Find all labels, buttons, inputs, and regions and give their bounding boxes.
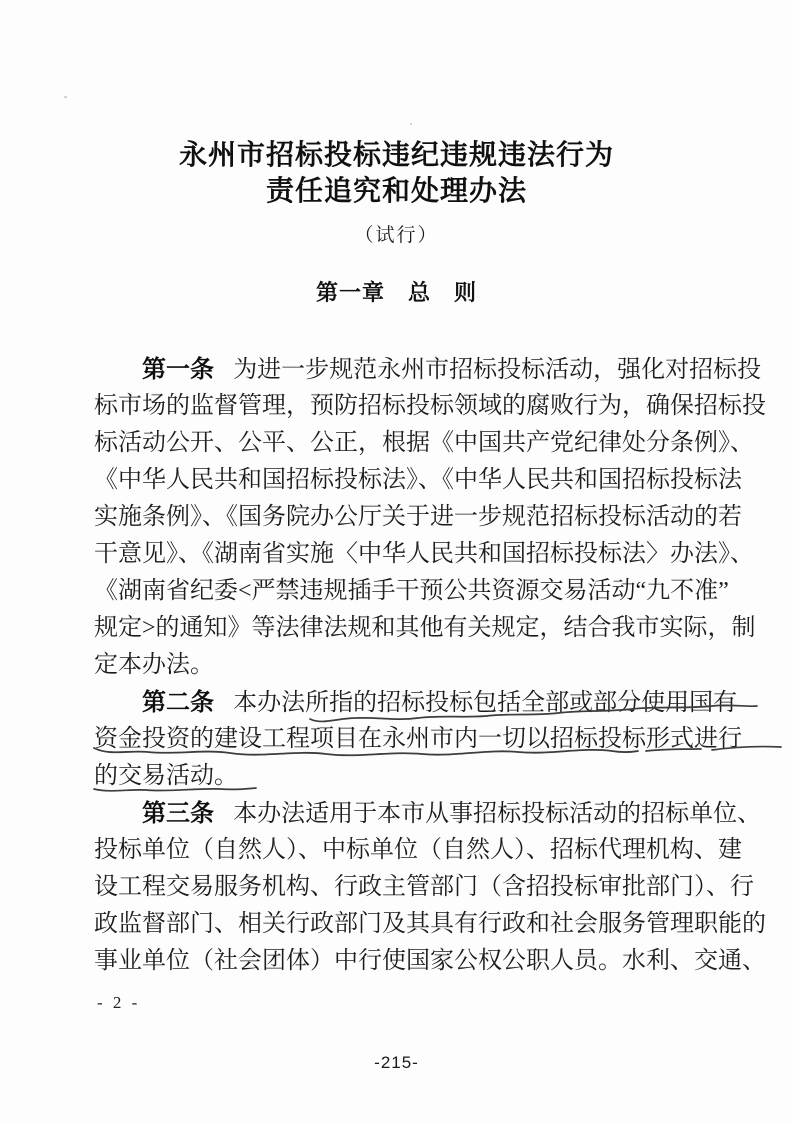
body-line-text: 标活动公开、公平、公正，根据《中国共产党纪律处分条例》、 [94, 430, 754, 456]
scan-speck [64, 96, 67, 98]
body-line-text: 本办法所指的招标投标包括全部或部分使用国有 [233, 690, 738, 716]
body-line-text: 资金投资的建设工程项目在永州市内一切以招标投标形式进行 [94, 726, 742, 752]
body-line [94, 869, 754, 906]
body-line-text: 干意见》、《湖南省实施〈中华人民共和国招标投标法〉办法》、 [94, 541, 754, 567]
body-line [94, 832, 742, 869]
page-number-inner: - 2 - [97, 993, 141, 1012]
body-line-text: 规定>的通知》等法律法规和其他有关规定，结合我市实际，制 [94, 615, 756, 641]
body-line-text: 本办法适用于本市从事招标投标活动的招标单位、 [233, 801, 762, 827]
page-number-outer: -215- [374, 1053, 419, 1072]
body-line [94, 795, 762, 832]
body-line-text: 《中华人民共和国招标投标法》、《中华人民共和国招标投标法 [94, 467, 742, 493]
body-line [94, 684, 738, 721]
body-line [94, 351, 762, 388]
body-line [94, 573, 729, 610]
document-title [0, 137, 793, 209]
body-line-text: 定本办法。 [94, 652, 214, 678]
body-line-text: 事业单位（社会团体）中行使国家公权公职人员。水利、交通、 [94, 948, 766, 974]
body-line [94, 758, 698, 795]
article-label: 第三条 [142, 800, 214, 827]
body-line-text: 实施条例》、《国务院办公厅关于进一步规范招标投标活动的若 [94, 504, 742, 530]
article-label: 第一条 [142, 356, 214, 383]
body-line-text: 为进一步规范永州市招标投标活动，强化对招标投 [233, 357, 762, 383]
body-line [94, 610, 756, 647]
body-line-text: 设工程交易服务机构、行政主管部门（含招投标审批部门）、行 [94, 874, 754, 900]
body-line [94, 536, 754, 573]
chapter-heading: 第一章 总 则 [315, 280, 477, 305]
body-line-text: 政监督部门、相关行政部门及其具有行政和社会服务管理职能的 [94, 911, 766, 937]
body-line [94, 425, 754, 462]
document-title-line2: 责任追究和处理办法 [265, 175, 527, 206]
body-line [94, 647, 698, 684]
body-line [94, 462, 742, 499]
scan-speck [410, 123, 412, 125]
body-line-text: 的交易活动。 [94, 763, 238, 789]
document-subtitle: （试行） [354, 225, 439, 246]
body-line [94, 388, 766, 425]
body-line [94, 943, 766, 980]
body-line-text: 标市场的监督管理，预防招标投标领域的腐败行为，确保招标投 [94, 393, 766, 419]
document-body [94, 351, 766, 980]
body-line [94, 906, 766, 943]
body-line-text: 投标单位（自然人）、中标单位（自然人）、招标代理机构、建 [94, 837, 742, 863]
body-line [94, 499, 742, 536]
article-label: 第二条 [142, 689, 214, 716]
body-line [94, 721, 742, 758]
document-title-line1: 永州市招标投标违纪违规违法行为 [178, 139, 614, 170]
body-line-text: 《湖南省纪委<严禁违规插手干预公共资源交易活动“九不准” [94, 578, 729, 604]
